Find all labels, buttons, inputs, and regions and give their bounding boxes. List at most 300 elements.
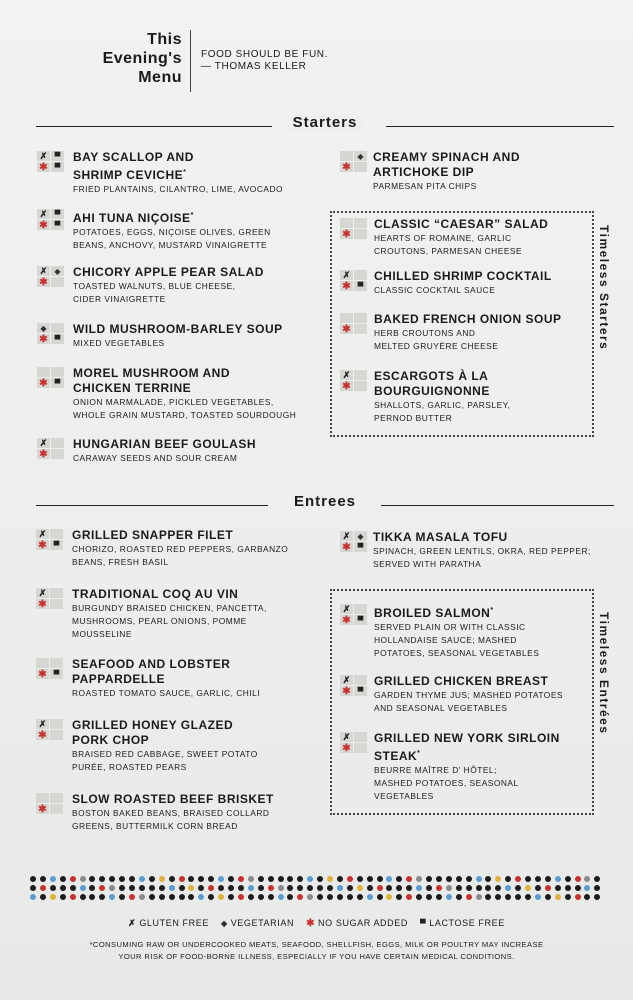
decorative-dot xyxy=(70,885,76,891)
decorative-dot xyxy=(139,885,145,891)
icon-slot xyxy=(354,370,367,380)
decorative-dot xyxy=(119,894,125,900)
footnote-line: YOUR RISK OF FOOD-BORNE ILLNESS, ESPECIALLY IF YOU HAVE CERTAIN MEDICAL CONDITIONS. xyxy=(118,952,515,961)
decorative-dot xyxy=(476,876,482,882)
dietary-icons xyxy=(340,604,368,626)
item-description: MIXED VEGETABLES xyxy=(73,338,165,348)
decorative-dot xyxy=(426,876,432,882)
legend-entry xyxy=(420,918,505,928)
decorative-dot xyxy=(307,894,313,900)
decorative-dot xyxy=(139,876,145,882)
decorative-dot xyxy=(287,885,293,891)
section-heading-entrees xyxy=(36,493,614,513)
decorative-dot xyxy=(40,876,46,882)
decorative-dot xyxy=(535,876,541,882)
decorative-dot xyxy=(584,894,590,900)
item-name: CREAMY SPINACH AND xyxy=(373,150,521,164)
item-name: ESCARGOTS À LA xyxy=(374,369,489,383)
legend-entry xyxy=(306,918,408,928)
decorative-dot xyxy=(80,876,86,882)
decorative-dot xyxy=(198,894,204,900)
decorative-dot xyxy=(357,876,363,882)
decorative-dot xyxy=(169,876,175,882)
no-sugar-added-icon: ✱ xyxy=(37,334,50,344)
decorative-dot xyxy=(218,876,224,882)
item-description: HOLLANDAISE SAUCE; MASHED xyxy=(374,635,517,645)
item-description: SERVED WITH PARATHA xyxy=(373,559,482,569)
decorative-dot xyxy=(337,876,343,882)
icon-slot xyxy=(50,588,63,598)
icon-slot xyxy=(50,719,63,729)
decorative-dot xyxy=(169,894,175,900)
legend-entry xyxy=(128,918,209,928)
menu-item xyxy=(73,265,264,306)
decorative-dot xyxy=(99,876,105,882)
item-name: BAY SCALLOP AND xyxy=(73,150,194,164)
decorative-dot xyxy=(565,885,571,891)
dietary-icons xyxy=(340,531,368,553)
item-name: CHICKEN TERRINE xyxy=(73,381,192,395)
item-description: PERNOD BUTTER xyxy=(374,413,453,423)
icon-slot xyxy=(354,381,367,391)
item-name: PAPPARDELLE xyxy=(72,672,166,686)
decorative-dot xyxy=(377,894,383,900)
decorative-dot xyxy=(228,885,234,891)
decorative-dot xyxy=(426,894,432,900)
decorative-dot-band xyxy=(30,876,602,904)
legend-label: GLUTEN FREE xyxy=(139,918,209,928)
decorative-dot xyxy=(436,885,442,891)
gluten-free-icon: ✗ xyxy=(340,370,353,380)
icon-slot xyxy=(340,218,353,228)
menu-item xyxy=(373,150,520,193)
no-sugar-added-icon: ✱ xyxy=(340,229,353,239)
item-description: BOSTON BAKED BEANS, BRAISED COLLARD xyxy=(72,808,270,818)
decorative-dot xyxy=(179,885,185,891)
item-description: BEURRE MAÎTRE D' HÔTEL; xyxy=(374,765,497,775)
decorative-dot xyxy=(386,885,392,891)
decorative-dot xyxy=(367,876,373,882)
lactose-free-icon: ▀ xyxy=(51,209,64,219)
item-name: PORK CHOP xyxy=(72,733,150,747)
decorative-dot xyxy=(327,876,333,882)
decorative-dot xyxy=(50,894,56,900)
raw-food-asterisk: * xyxy=(190,212,194,219)
dietary-icons xyxy=(36,588,64,610)
item-name: HUNGARIAN BEEF GOULASH xyxy=(73,437,257,451)
decorative-dot xyxy=(456,894,462,900)
decorative-dot xyxy=(40,894,46,900)
decorative-dot xyxy=(367,894,373,900)
decorative-dot xyxy=(347,894,353,900)
icon-slot xyxy=(50,599,63,609)
decorative-dot xyxy=(535,894,541,900)
decorative-dot xyxy=(515,876,521,882)
decorative-dot xyxy=(436,876,442,882)
decorative-dot xyxy=(545,885,551,891)
vegetarian-icon: ◆ xyxy=(354,151,367,161)
decorative-dot xyxy=(347,885,353,891)
decorative-dot xyxy=(198,885,204,891)
decorative-dot xyxy=(485,876,491,882)
decorative-dot xyxy=(386,876,392,882)
decorative-dot xyxy=(456,885,462,891)
decorative-dot xyxy=(258,885,264,891)
no-sugar-added-icon: ✱ xyxy=(36,599,49,609)
item-name: TIKKA MASALA TOFU xyxy=(373,530,508,544)
decorative-dot xyxy=(129,885,135,891)
vegetarian-icon: ◆ xyxy=(51,266,64,276)
lactose-free-icon: ▀ xyxy=(51,162,64,172)
decorative-dot xyxy=(535,885,541,891)
decorative-dot xyxy=(208,894,214,900)
dietary-icons xyxy=(36,658,64,680)
decorative-dot xyxy=(565,894,571,900)
decorative-dot xyxy=(99,894,105,900)
dietary-icons xyxy=(37,323,65,345)
legend-label: VEGETARIAN xyxy=(230,918,295,928)
decorative-dot xyxy=(70,876,76,882)
no-sugar-added-icon: ✱ xyxy=(37,220,50,230)
decorative-dot xyxy=(188,876,194,882)
decorative-dot xyxy=(80,894,86,900)
decorative-dot xyxy=(555,894,561,900)
no-sugar-added-icon: ✱ xyxy=(37,378,50,388)
title-line: This xyxy=(147,31,182,48)
decorative-dot xyxy=(525,885,531,891)
menu-item xyxy=(374,217,548,258)
decorative-dot xyxy=(60,876,66,882)
no-sugar-added-icon: ✱ xyxy=(340,324,353,334)
vegetarian-icon: ◆ xyxy=(220,919,228,928)
item-description: BURGUNDY BRAISED CHICKEN, PANCETTA, xyxy=(72,603,267,613)
decorative-dot xyxy=(268,885,274,891)
no-sugar-added-icon: ✱ xyxy=(340,542,353,552)
no-sugar-added-icon: ✱ xyxy=(37,162,50,172)
lactose-free-icon: ▀ xyxy=(354,281,367,291)
title-line: Menu xyxy=(138,69,182,86)
decorative-dot xyxy=(396,894,402,900)
lactose-free-icon: ▀ xyxy=(51,151,64,161)
quote-attribution: — THOMAS KELLER xyxy=(201,61,307,72)
decorative-dot xyxy=(575,894,581,900)
decorative-dot xyxy=(238,885,244,891)
decorative-dot xyxy=(476,885,482,891)
icon-slot xyxy=(50,804,63,814)
gluten-free-icon: ✗ xyxy=(340,270,353,280)
icon-slot xyxy=(50,658,63,668)
dietary-icons xyxy=(37,367,65,389)
decorative-dot xyxy=(347,876,353,882)
no-sugar-added-icon: ✱ xyxy=(340,686,353,696)
gluten-free-icon: ✗ xyxy=(36,529,49,539)
decorative-dot xyxy=(594,885,600,891)
decorative-dot xyxy=(238,876,244,882)
decorative-dot xyxy=(99,885,105,891)
timeless-entrees-label: Timeless Entrées xyxy=(597,612,611,735)
item-name: TRADITIONAL COQ AU VIN xyxy=(72,587,239,601)
decorative-dot xyxy=(119,876,125,882)
decorative-dot xyxy=(208,876,214,882)
item-name: GRILLED CHICKEN BREAST xyxy=(374,674,549,688)
decorative-dot xyxy=(60,885,66,891)
decorative-dot xyxy=(40,885,46,891)
decorative-dot xyxy=(307,885,313,891)
decorative-dot xyxy=(228,894,234,900)
lactose-free-icon: ▀ xyxy=(354,686,367,696)
no-sugar-added-icon: ✱ xyxy=(340,162,353,172)
decorative-dot xyxy=(248,894,254,900)
icon-slot xyxy=(354,229,367,239)
icon-slot xyxy=(51,323,64,333)
icon-slot xyxy=(51,277,64,287)
icon-slot xyxy=(354,218,367,228)
dietary-icons xyxy=(340,218,368,240)
dietary-icons xyxy=(37,151,65,173)
decorative-dot xyxy=(307,876,313,882)
item-name: SHRIMP CEVICHE* xyxy=(73,168,187,182)
raw-food-asterisk: * xyxy=(490,607,494,614)
decorative-dot xyxy=(505,876,511,882)
decorative-dot xyxy=(466,894,472,900)
menu-item xyxy=(374,269,552,297)
decorative-dot xyxy=(446,885,452,891)
decorative-dot xyxy=(268,876,274,882)
menu-item xyxy=(73,150,283,196)
decorative-dot xyxy=(30,885,36,891)
decorative-dot xyxy=(149,885,155,891)
decorative-dot xyxy=(169,885,175,891)
gluten-free-icon: ✗ xyxy=(36,719,49,729)
item-name: BOURGUIGNONNE xyxy=(374,384,490,398)
quote xyxy=(201,49,328,73)
item-description: CLASSIC COCKTAIL SAUCE xyxy=(374,285,496,295)
decorative-dot xyxy=(238,894,244,900)
menu-item xyxy=(374,731,560,803)
icon-slot xyxy=(354,732,367,742)
icon-slot xyxy=(354,270,367,280)
decorative-dot xyxy=(278,894,284,900)
item-name: GRILLED HONEY GLAZED xyxy=(72,718,234,732)
item-name: STEAK* xyxy=(374,749,421,763)
dietary-icons xyxy=(340,270,368,292)
no-sugar-added-icon: ✱ xyxy=(36,730,49,740)
menu-item xyxy=(73,366,296,422)
no-sugar-added-icon: ✱ xyxy=(37,277,50,287)
decorative-dot xyxy=(476,894,482,900)
decorative-dot xyxy=(396,876,402,882)
section-heading-starters xyxy=(36,114,614,134)
decorative-dot xyxy=(30,876,36,882)
lactose-free-icon: ▀ xyxy=(50,540,63,550)
item-description: BRAISED RED CABBAGE, SWEET POTATO xyxy=(72,749,258,759)
decorative-dot xyxy=(485,885,491,891)
menu-item xyxy=(72,528,288,569)
timeless-starters-label: Timeless Starters xyxy=(597,225,611,351)
item-description: POTATOES, EGGS, NIÇOISE OLIVES, GREEN xyxy=(73,227,271,237)
raw-food-asterisk: * xyxy=(417,750,421,757)
decorative-dot xyxy=(80,885,86,891)
dietary-legend xyxy=(0,918,633,929)
dietary-icons xyxy=(36,793,64,815)
decorative-dot xyxy=(297,876,303,882)
decorative-dot xyxy=(377,876,383,882)
item-description: GARDEN THYME JUS; MASHED POTATOES xyxy=(374,690,563,700)
decorative-dot xyxy=(30,894,36,900)
decorative-dot xyxy=(248,876,254,882)
icon-slot xyxy=(51,438,64,448)
decorative-dot xyxy=(515,894,521,900)
decorative-dot xyxy=(337,894,343,900)
decorative-dot xyxy=(89,876,95,882)
item-description: PARMESAN PITA CHIPS xyxy=(373,181,477,191)
decorative-dot xyxy=(70,894,76,900)
menu-item xyxy=(373,530,591,571)
dietary-icons xyxy=(340,370,368,392)
item-description: SPINACH, GREEN LENTILS, OKRA, RED PEPPER; xyxy=(373,546,591,556)
dietary-icons xyxy=(36,719,64,741)
gluten-free-icon: ✗ xyxy=(37,151,50,161)
item-name: BAKED FRENCH ONION SOUP xyxy=(374,312,562,326)
vegetarian-icon: ◆ xyxy=(354,531,367,541)
gluten-free-icon: ✗ xyxy=(128,918,137,928)
decorative-dot xyxy=(396,885,402,891)
menu-item xyxy=(374,674,563,715)
menu-item xyxy=(374,369,511,425)
decorative-dot xyxy=(218,885,224,891)
no-sugar-added-icon: ✱ xyxy=(340,615,353,625)
decorative-dot xyxy=(109,885,115,891)
decorative-dot xyxy=(317,894,323,900)
item-description: BEANS, FRESH BASIL xyxy=(72,557,169,567)
decorative-dot xyxy=(50,885,56,891)
icon-slot xyxy=(354,162,367,172)
gluten-free-icon: ✗ xyxy=(340,604,353,614)
decorative-dot xyxy=(515,885,521,891)
decorative-dot xyxy=(594,894,600,900)
decorative-dot xyxy=(525,894,531,900)
no-sugar-added-icon: ✱ xyxy=(36,669,49,679)
decorative-dot xyxy=(406,885,412,891)
no-sugar-added-icon: ✱ xyxy=(340,743,353,753)
menu-item xyxy=(72,587,267,641)
icon-slot xyxy=(354,675,367,685)
decorative-dot xyxy=(109,894,115,900)
decorative-dot xyxy=(149,876,155,882)
decorative-dot xyxy=(406,876,412,882)
decorative-dot xyxy=(119,885,125,891)
decorative-dot xyxy=(258,876,264,882)
item-name: GRILLED NEW YORK SIRLOIN xyxy=(374,731,560,745)
item-description: PURÉE, ROASTED PEARS xyxy=(72,762,187,772)
decorative-dot xyxy=(327,885,333,891)
item-description: GREENS, BUTTERMILK CORN BREAD xyxy=(72,821,238,831)
decorative-dot xyxy=(188,894,194,900)
decorative-dot xyxy=(159,885,165,891)
menu-item xyxy=(73,208,271,252)
decorative-dot xyxy=(416,894,422,900)
decorative-dot xyxy=(584,876,590,882)
decorative-dot xyxy=(495,876,501,882)
item-description: MUSHROOMS, PEARL ONIONS, POMME xyxy=(72,616,247,626)
title-line: Evening's xyxy=(102,50,182,67)
icon-slot xyxy=(354,604,367,614)
item-description: TOASTED WALNUTS, BLUE CHEESE, xyxy=(73,281,236,291)
dietary-icons xyxy=(37,266,65,288)
decorative-dot xyxy=(159,876,165,882)
item-name: GRILLED SNAPPER FILET xyxy=(72,528,234,542)
decorative-dot xyxy=(198,876,204,882)
decorative-dot xyxy=(317,885,323,891)
item-description: BEANS, ANCHOVY, MUSTARD VINAIGRETTE xyxy=(73,240,268,250)
decorative-dot xyxy=(495,894,501,900)
decorative-dot xyxy=(436,894,442,900)
decorative-dot xyxy=(505,885,511,891)
decorative-dot xyxy=(89,894,95,900)
icon-slot xyxy=(36,793,49,803)
menu-item xyxy=(374,312,562,353)
decorative-dot xyxy=(159,894,165,900)
item-name: AHI TUNA NIÇOISE* xyxy=(73,211,194,225)
item-name: CHICORY APPLE PEAR SALAD xyxy=(73,265,264,279)
icon-slot xyxy=(51,367,64,377)
decorative-dot xyxy=(377,885,383,891)
item-name: MOREL MUSHROOM AND xyxy=(73,366,230,380)
decorative-dot xyxy=(278,876,284,882)
decorative-dot xyxy=(129,876,135,882)
lactose-free-icon: ▀ xyxy=(51,334,64,344)
decorative-dot xyxy=(565,876,571,882)
decorative-dot xyxy=(317,876,323,882)
section-title: Entrees xyxy=(288,493,362,510)
item-name: CLASSIC “CAESAR” SALAD xyxy=(374,217,549,231)
decorative-dot xyxy=(129,894,135,900)
decorative-dot xyxy=(525,876,531,882)
decorative-dot xyxy=(60,894,66,900)
menu-item xyxy=(73,437,256,465)
item-description: MELTED GRUYÈRE CHEESE xyxy=(374,341,499,351)
icon-slot xyxy=(36,658,49,668)
item-description: MASHED POTATOES, SEASONAL xyxy=(374,778,519,788)
section-title: Starters xyxy=(287,114,364,131)
decorative-dot xyxy=(357,885,363,891)
decorative-dot xyxy=(466,885,472,891)
gluten-free-icon: ✗ xyxy=(340,732,353,742)
legend-label: NO SUGAR ADDED xyxy=(318,918,408,928)
decorative-dot xyxy=(297,885,303,891)
decorative-dot xyxy=(555,885,561,891)
item-name: BROILED SALMON* xyxy=(374,606,494,620)
raw-food-asterisk: * xyxy=(183,169,187,176)
gluten-free-icon: ✗ xyxy=(37,438,50,448)
header-divider xyxy=(190,30,191,92)
item-description: CARAWAY SEEDS AND SOUR CREAM xyxy=(73,453,238,463)
decorative-dot xyxy=(426,885,432,891)
decorative-dot xyxy=(357,894,363,900)
menu-title xyxy=(60,30,182,87)
decorative-dot xyxy=(327,894,333,900)
item-description: VEGETABLES xyxy=(374,791,434,801)
item-description: SHALLOTS, GARLIC, PARSLEY, xyxy=(374,400,511,410)
item-description: AND SEASONAL VEGETABLES xyxy=(374,703,508,713)
item-description: ONION MARMALADE, PICKLED VEGETABLES, xyxy=(73,397,274,407)
decorative-dot xyxy=(139,894,145,900)
decorative-dot xyxy=(179,894,185,900)
no-sugar-added-icon: ✱ xyxy=(306,918,316,929)
dietary-icons xyxy=(37,438,65,460)
item-description: CIDER VINAIGRETTE xyxy=(73,294,166,304)
vegetarian-icon: ◆ xyxy=(37,323,50,333)
